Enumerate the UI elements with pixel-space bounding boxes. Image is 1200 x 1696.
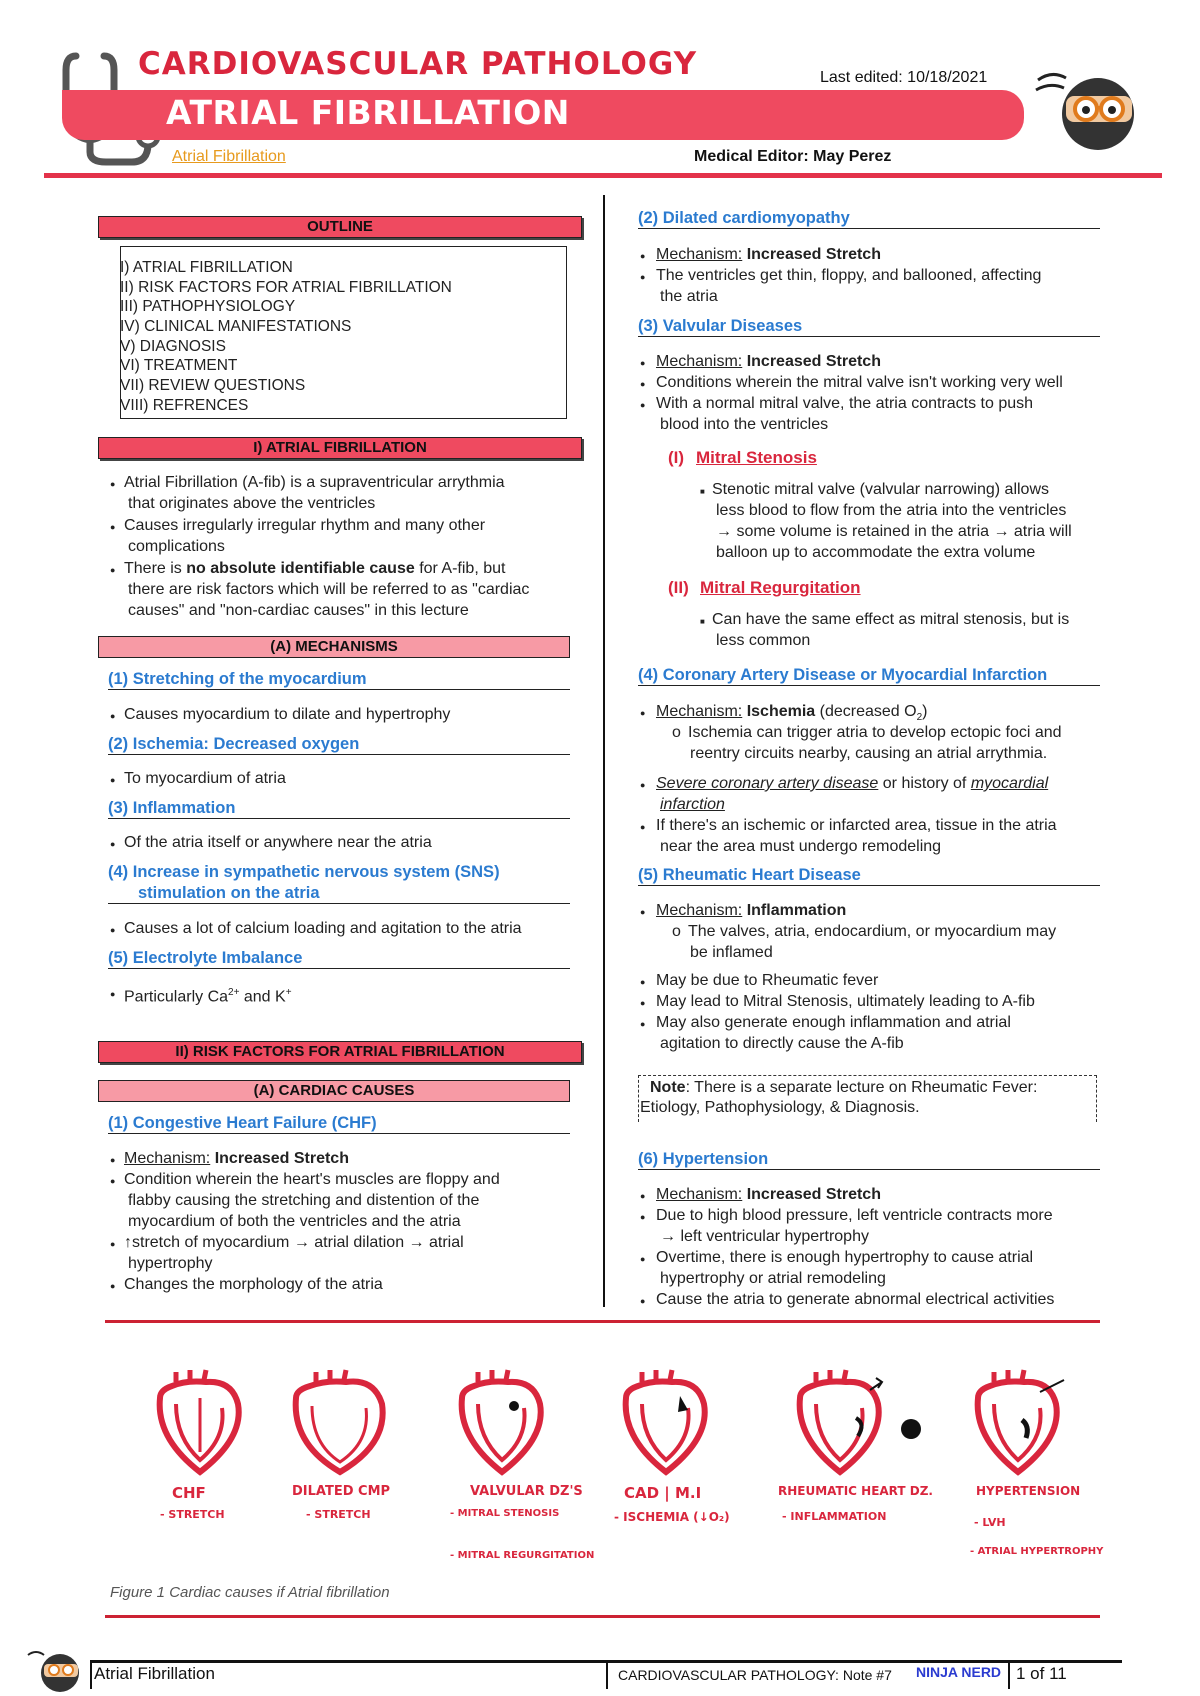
cardiac-causes-heading: (A) CARDIAC CAUSES	[98, 1080, 570, 1102]
mitral-regurgitation-heading: Mitral Regurgitation	[700, 578, 861, 597]
heart-diagram-icon	[964, 1368, 1072, 1476]
body-text: May also generate enough inflammation and atrial	[656, 1014, 1011, 1031]
bullet-icon: ●	[110, 839, 116, 849]
bullet-icon: ●	[110, 1281, 116, 1291]
body-text: Due to high blood pressure, left ventricle contracts more	[656, 1207, 1053, 1224]
last-edited: Last edited: 10/18/2021	[820, 69, 988, 86]
figure-label-dilated-cmp: DILATED CMP	[292, 1484, 391, 1499]
body-text: reentry circuits nearby, causing an atrial arrythmia.	[690, 745, 1048, 762]
cause-valvular-diseases: (3) Valvular Diseases	[638, 317, 1100, 337]
bullet-icon: ●	[640, 977, 646, 987]
body-text: near the area must undergo remodeling	[660, 838, 942, 855]
body-text: hypertrophy	[128, 1255, 213, 1272]
body-text: Of the atria itself or anywhere near the atria	[124, 834, 432, 851]
outline-item: VIII) REFRENCES	[120, 397, 249, 414]
ninja-mascot-icon	[1032, 64, 1144, 152]
figure-top-rule	[105, 1320, 1100, 1323]
bullet-icon: ●	[110, 1155, 116, 1165]
bullet-icon: ●	[640, 1296, 646, 1306]
footer-separator	[606, 1663, 608, 1689]
cause-hypertension: (6) Hypertension	[638, 1150, 1100, 1170]
body-text: Causes myocardium to dilate and hypertrophy	[124, 706, 451, 723]
mitral-stenosis-heading: Mitral Stenosis	[696, 448, 817, 467]
heart-diagram-icon	[448, 1368, 556, 1476]
body-text: Stenotic mitral valve (valvular narrowing) allows	[712, 481, 1050, 498]
body-text: → some volume is retained in the atria → atria will	[716, 523, 1072, 540]
body-text: there are risk factors which will be referred to as "cardiac	[128, 581, 530, 598]
mitral-regurgitation-number: (II)	[668, 578, 689, 597]
page-subtitle: ATRIAL FIBRILLATION	[166, 93, 570, 132]
body-text: Particularly $Ca^{2+}$ and K+	[124, 987, 292, 1006]
cause-cad-mi: (4) Coronary Artery Disease or Myocardial Infarction	[638, 666, 1100, 686]
bullet-icon: ●	[110, 522, 116, 532]
body-text: Ischemia can trigger atria to develop ectopic foci and	[688, 724, 1062, 741]
body-text: Mechanism: Inflammation	[656, 902, 847, 919]
figure-sublabel: - LVH	[974, 1516, 1006, 1529]
body-text: Cause the atria to generate abnormal electrical activities	[656, 1291, 1055, 1308]
body-text: The ventricles get thin, floppy, and ballooned, affecting	[656, 267, 1042, 284]
bullet-icon: ●	[110, 775, 116, 785]
footer-separator	[1008, 1663, 1010, 1689]
body-text: blood into the ventricles	[660, 416, 829, 433]
bullet-icon: ●	[110, 989, 116, 999]
body-text: Mechanism: Increased Stretch	[656, 1186, 881, 1203]
figure-label-hypertension: HYPERTENSION	[976, 1484, 1081, 1498]
body-text: The valves, atria, endocardium, or myocardium may	[688, 923, 1057, 940]
figure-sublabel: - ISCHEMIA (↓O₂)	[614, 1510, 730, 1524]
bullet-icon: ●	[640, 379, 646, 389]
bullet-icon: ●	[110, 1239, 116, 1249]
body-text: Changes the morphology of the atria	[124, 1276, 383, 1293]
body-text: There is no absolute identifiable cause for A-fib, but	[124, 560, 506, 577]
bullet-icon: ●	[110, 565, 116, 575]
note-text: Note: There is a separate lecture on Rheumatic Fever:	[650, 1079, 1038, 1096]
outline-item: III) PATHOPHYSIOLOGY	[120, 298, 296, 315]
mechanism-sns: (4) Increase in sympathetic nervous system (SNS)	[108, 863, 500, 881]
medical-editor: Medical Editor: May Perez	[694, 148, 892, 165]
figure-label-cad-mi: CAD | M.I	[624, 1484, 702, 1502]
body-text: Mechanism: Increased Stretch	[124, 1150, 349, 1167]
body-text: less blood to flow from the atria into the ventricles	[716, 502, 1067, 519]
bullet-icon: ●	[640, 358, 646, 368]
body-text: balloon up to accommodate the extra volume	[716, 544, 1036, 561]
figure-sublabel: - ATRIAL HYPERTROPHY	[970, 1546, 1104, 1557]
body-text: causes" and "non-cardiac causes" in this lecture	[128, 602, 469, 619]
mechanism-inflammation: (3) Inflammation	[108, 799, 570, 819]
mechanisms-heading: (A) MECHANISMS	[98, 636, 570, 658]
body-text: If there's an ischemic or infarcted area, tissue in the atria	[656, 817, 1057, 834]
outline-heading: OUTLINE	[98, 216, 582, 238]
bullet-icon: ●	[640, 1254, 646, 1264]
outline-item: VI) TREATMENT	[120, 357, 238, 374]
mechanism-ischemia: (2) Ischemia: Decreased oxygen	[108, 735, 570, 755]
outline-item: V) DIAGNOSIS	[120, 338, 226, 355]
body-text: To myocardium of atria	[124, 770, 286, 787]
body-text: Mechanism: Increased Stretch	[656, 353, 881, 370]
heart-diagram-icon	[786, 1368, 894, 1476]
bullet-icon: ●	[640, 780, 646, 790]
figure-caption: Figure 1 Cardiac causes if Atrial fibrillation	[110, 1584, 390, 1601]
square-bullet-icon: ■	[700, 617, 705, 626]
body-text: Mechanism: Increased Stretch	[656, 246, 881, 263]
body-text: With a normal mitral valve, the atria contracts to push	[656, 395, 1034, 412]
body-text: ↑stretch of myocardium → atrial dilation → atrial	[124, 1234, 464, 1251]
cause-chf: (1) Congestive Heart Failure (CHF)	[108, 1114, 570, 1134]
heart-diagram-icon	[146, 1368, 254, 1476]
body-text: agitation to directly cause the A-fib	[660, 1035, 904, 1052]
bullet-icon: ●	[110, 479, 116, 489]
outline-item: I) ATRIAL FIBRILLATION	[120, 259, 293, 276]
bullet-icon: ●	[110, 711, 116, 721]
body-text: hypertrophy or atrial remodeling	[660, 1270, 886, 1287]
footer-brand-logo: NINJA NERD	[916, 1664, 1002, 1680]
bullet-icon: ●	[640, 998, 646, 1008]
mechanism-sns: stimulation on the atria	[108, 884, 570, 904]
cause-dilated-cardiomyopathy: (2) Dilated cardiomyopathy	[638, 209, 1100, 229]
mechanism-stretch: (1) Stretching of the myocardium	[108, 670, 570, 690]
body-text: flabby causing the stretching and distention of the	[128, 1192, 480, 1209]
body-text: Conditions wherein the mitral valve isn't working very well	[656, 374, 1063, 391]
body-text: that originates above the ventricles	[128, 495, 376, 512]
mitral-stenosis-number: (I)	[668, 448, 685, 467]
body-text: → left ventricular hypertrophy	[660, 1228, 869, 1245]
mechanism-electrolyte: (5) Electrolyte Imbalance	[108, 949, 570, 969]
body-text: be inflamed	[690, 944, 773, 961]
footer-topic: Atrial Fibrillation	[94, 1664, 215, 1683]
bullet-icon: ●	[640, 1019, 646, 1029]
ninja-mascot-icon	[26, 1647, 84, 1693]
header-rule	[44, 173, 1162, 178]
body-text: Severe coronary artery disease or history of myocardial	[656, 775, 1049, 792]
topic-link[interactable]: Atrial Fibrillation	[172, 148, 286, 165]
bullet-icon: ●	[640, 251, 646, 261]
note-text: Etiology, Pathophysiology, & Diagnosis.	[640, 1099, 920, 1116]
circle-bullet-icon: o	[672, 923, 681, 940]
body-text: Can have the same effect as mitral stenosis, but is	[712, 611, 1070, 628]
bullet-icon: ●	[110, 1176, 116, 1186]
figure-label-chf: CHF	[172, 1484, 206, 1502]
body-text: Causes irregularly irregular rhythm and many other	[124, 517, 486, 534]
heart-diagram-icon	[612, 1368, 720, 1476]
bullet-icon: ●	[640, 272, 646, 282]
body-text: myocardium of both the ventricles and the atria	[128, 1213, 461, 1230]
outline-item: IV) CLINICAL MANIFESTATIONS	[120, 318, 352, 335]
figure-sublabel: - MITRAL REGURGITATION	[450, 1550, 595, 1561]
body-text: complications	[128, 538, 225, 555]
body-text: May be due to Rheumatic fever	[656, 972, 879, 989]
column-divider	[603, 195, 605, 1307]
body-text: the atria	[660, 288, 718, 305]
heart-diagram-icon	[286, 1368, 394, 1476]
outline-item: VII) REVIEW QUESTIONS	[120, 377, 306, 394]
bullet-icon: ●	[640, 1191, 646, 1201]
figure-label-valvular: VALVULAR DZ'S	[470, 1484, 583, 1499]
body-text: infarction	[660, 796, 725, 813]
figure-bottom-rule	[105, 1615, 1100, 1618]
bullet-icon: ●	[110, 925, 116, 935]
body-text: less common	[716, 632, 811, 649]
body-text: Atrial Fibrillation (A-fib) is a supraventricular arrythmia	[124, 474, 505, 491]
figure-sublabel: - MITRAL STENOSIS	[450, 1508, 560, 1519]
footer-course: CARDIOVASCULAR PATHOLOGY: Note #7	[618, 1667, 892, 1683]
page-number: 1 of 11	[1016, 1664, 1067, 1683]
cause-rheumatic-heart-disease: (5) Rheumatic Heart Disease	[638, 866, 1100, 886]
section-heading-atrial-fibrillation: I) ATRIAL FIBRILLATION	[98, 437, 582, 459]
bullet-icon: ●	[640, 708, 646, 718]
bullet-icon: ●	[640, 400, 646, 410]
body-text: May lead to Mitral Stenosis, ultimately leading to A-fib	[656, 993, 1035, 1010]
body-text: Mechanism: Ischemia (decreased $O_2$)	[656, 703, 928, 724]
bullet-icon: ●	[640, 907, 646, 917]
figure-sublabel: - INFLAMMATION	[782, 1510, 887, 1523]
bullet-icon: ●	[640, 1212, 646, 1222]
body-text: Condition wherein the heart's muscles are floppy and	[124, 1171, 500, 1188]
figure-sublabel: - STRETCH	[160, 1508, 225, 1521]
inflammation-mark-icon	[900, 1418, 922, 1440]
page-title: CARDIOVASCULAR PATHOLOGY	[138, 46, 698, 82]
bullet-icon: ●	[640, 822, 646, 832]
body-text: Causes a lot of calcium loading and agitation to the atria	[124, 920, 522, 937]
body-text: Overtime, there is enough hypertrophy to cause atrial	[656, 1249, 1034, 1266]
figure-sublabel: - STRETCH	[306, 1508, 371, 1521]
footer-separator	[90, 1663, 92, 1689]
section-heading-risk-factors: II) RISK FACTORS FOR ATRIAL FIBRILLATION	[98, 1041, 582, 1063]
outline-item: II) RISK FACTORS FOR ATRIAL FIBRILLATION	[120, 279, 452, 296]
circle-bullet-icon: o	[672, 724, 681, 741]
figure-label-rheumatic: RHEUMATIC HEART DZ.	[778, 1484, 933, 1498]
square-bullet-icon: ■	[700, 487, 705, 496]
